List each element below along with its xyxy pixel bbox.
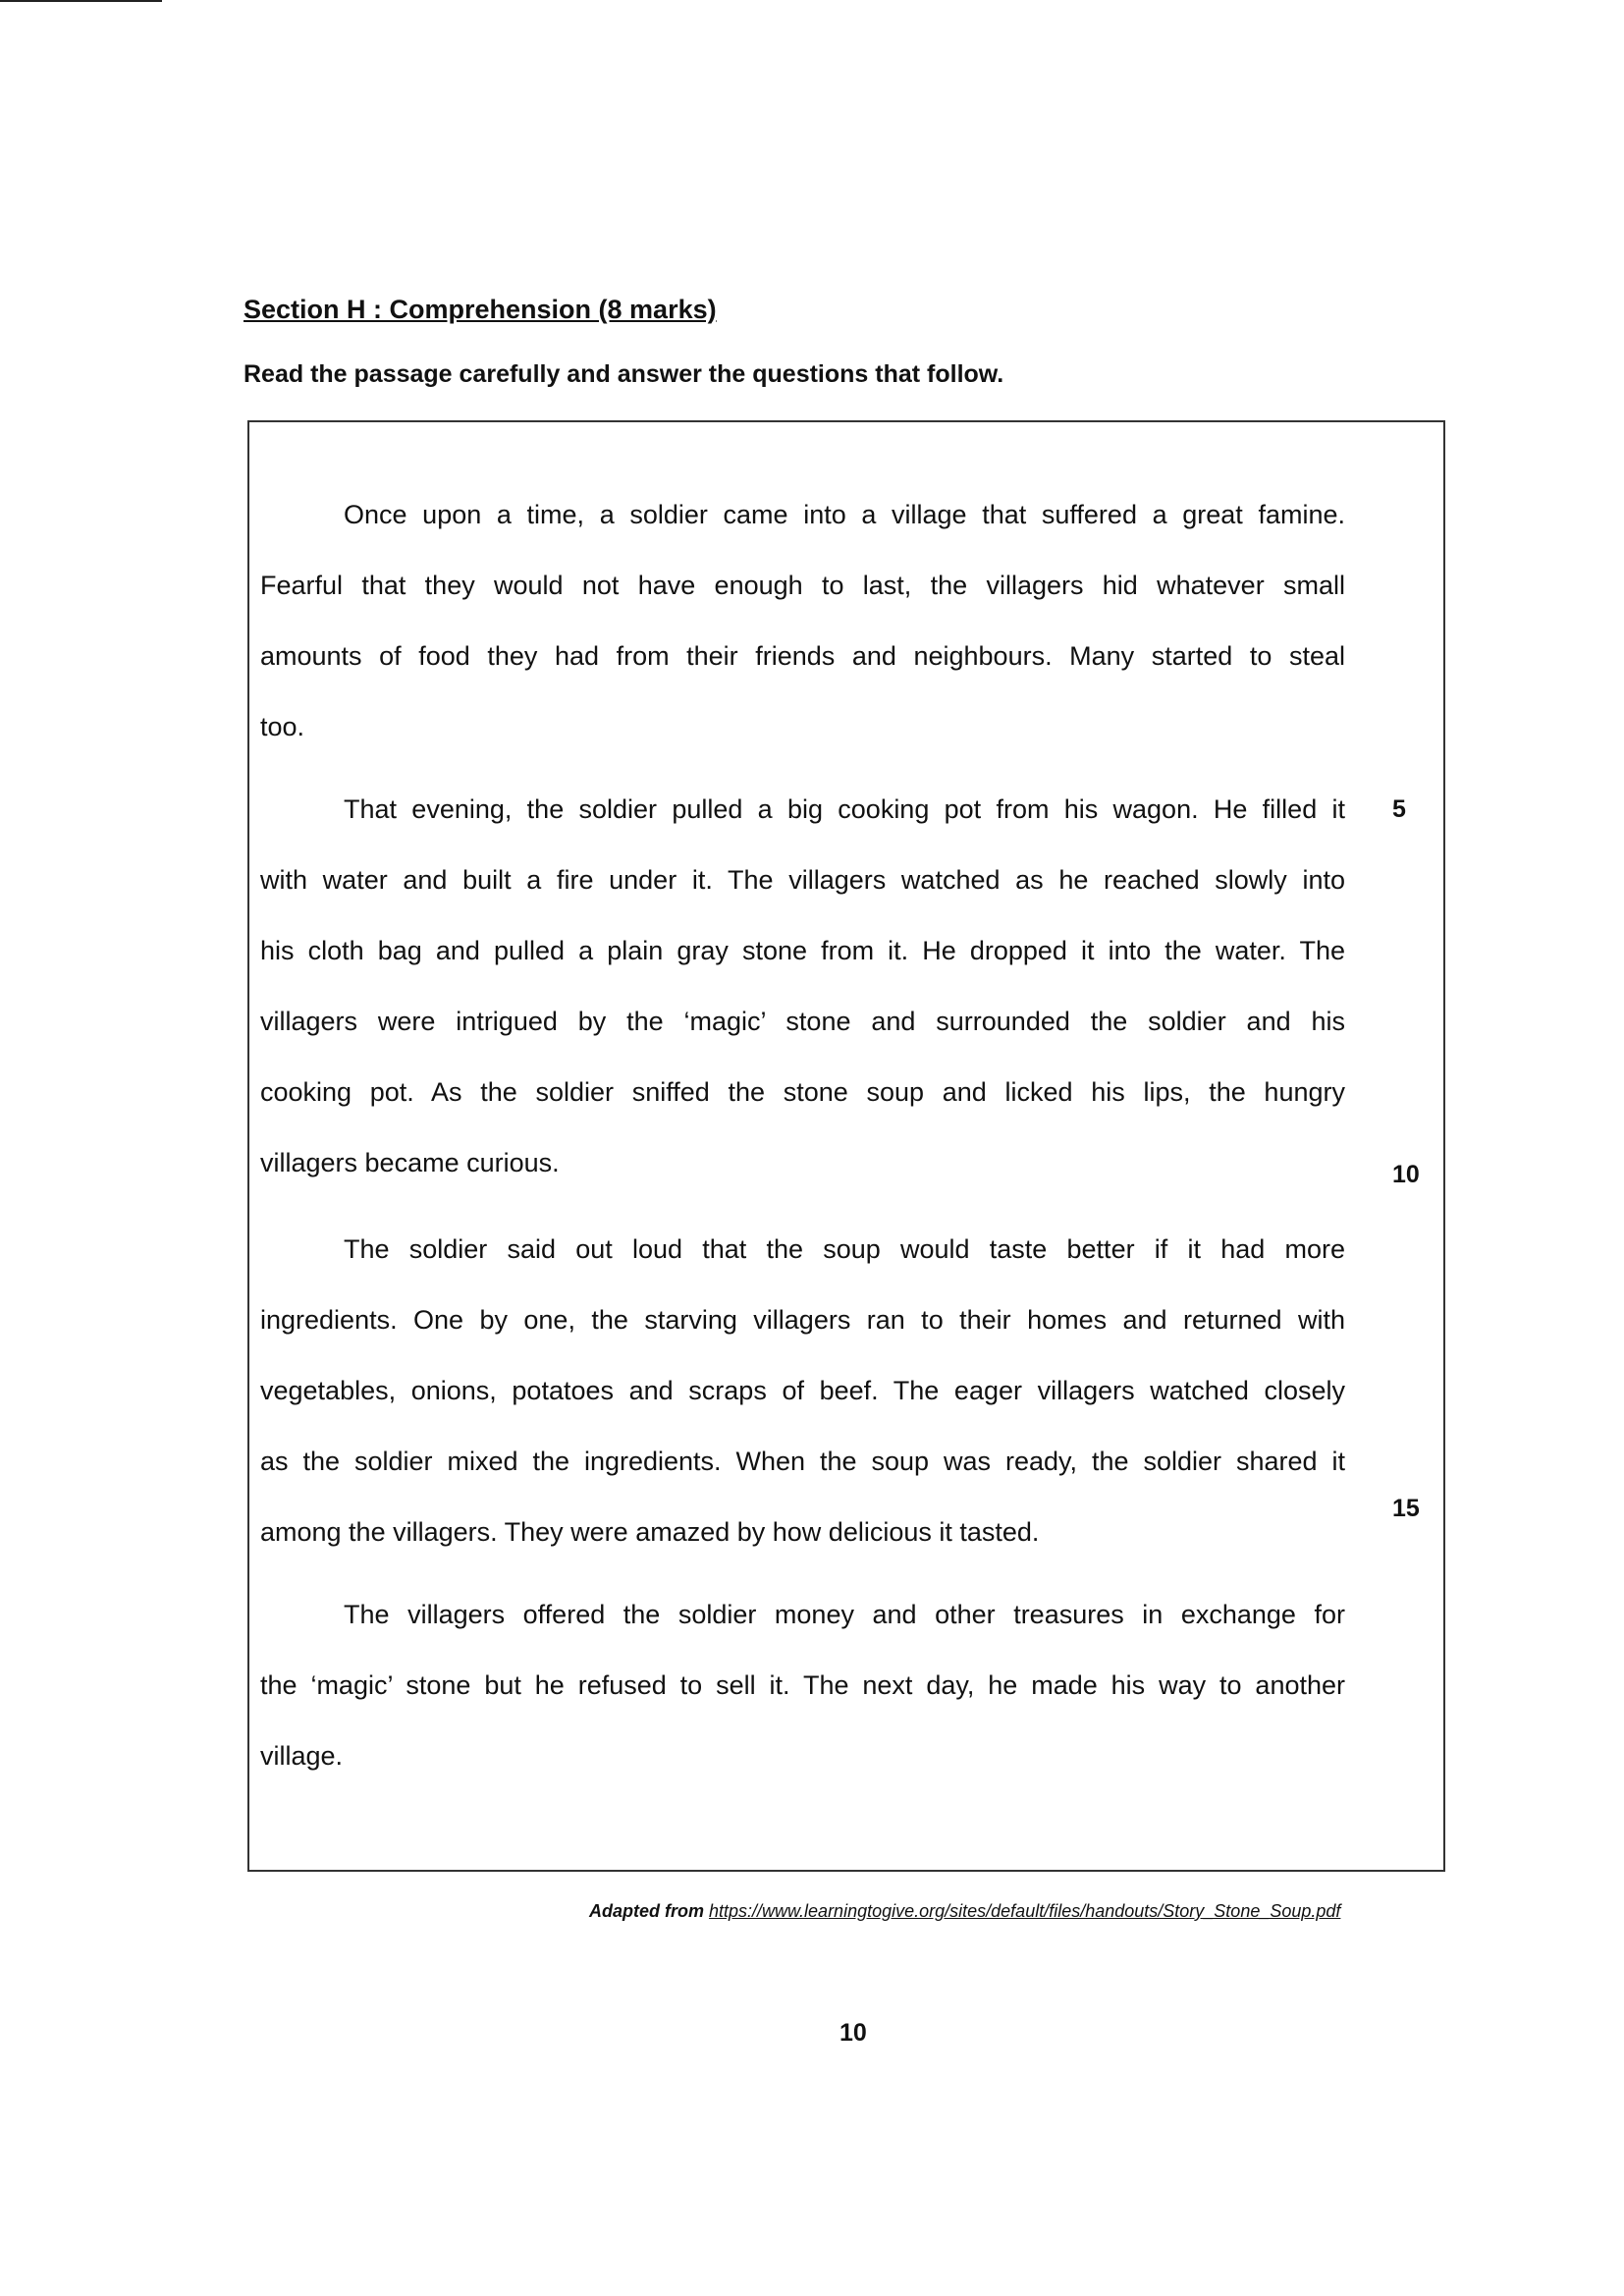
passage-paragraph-2 [260, 774, 1345, 1198]
passage-line: village. [260, 1741, 344, 1771]
passage-line: amounts of food they had from their friends and neighbours. Many started to steal [260, 641, 1345, 671]
passage-line: The villagers offered the soldier money and other treasures in exchange for [344, 1600, 1345, 1629]
line-number-5: 5 [1392, 795, 1406, 823]
passage-line: Once upon a time, a soldier came into a village that suffered a great famine. [344, 500, 1345, 529]
source-citation [589, 1901, 1340, 1922]
source-prefix: Adapted from [589, 1901, 704, 1921]
passage-line: The soldier said out loud that the soup would taste better if it had more [344, 1234, 1345, 1264]
passage-line: villagers became curious. [260, 1148, 560, 1177]
passage-paragraph-3 [260, 1214, 1345, 1567]
passage-line: villagers were intrigued by the ‘magic’ stone and surrounded the soldier and his [260, 1007, 1345, 1036]
passage-line: too. [260, 712, 305, 741]
passage-line: Fearful that they would not have enough to last, the villagers hid whatever small [260, 571, 1345, 600]
page-number: 10 [839, 2019, 867, 2047]
line-number-10: 10 [1392, 1161, 1420, 1188]
top-rule [0, 0, 162, 2]
passage-line: ingredients. One by one, the starving villagers ran to their homes and returned with [260, 1305, 1345, 1335]
line-number-15: 15 [1392, 1495, 1420, 1522]
passage-line: the ‘magic’ stone but he refused to sell it. The next day, he made his way to another [260, 1670, 1345, 1700]
passage-line: his cloth bag and pulled a plain gray stone from it. He dropped it into the water. The [260, 936, 1345, 965]
passage-line: That evening, the soldier pulled a big cooking pot from his wagon. He filled it [344, 794, 1345, 824]
passage-line: with water and built a fire under it. The villagers watched as he reached slowly into [260, 865, 1345, 895]
section-title: Section H : Comprehension (8 marks) [244, 295, 717, 324]
source-url[interactable]: https://www.learningtogive.org/sites/default/files/handouts/Story_Stone_Soup.pdf [709, 1901, 1341, 1921]
passage-line: cooking pot. As the soldier sniffed the stone soup and licked his lips, the hungry [260, 1077, 1345, 1107]
passage-paragraph-1 [260, 479, 1345, 762]
instruction-text: Read the passage carefully and answer the questions that follow. [244, 360, 1004, 388]
passage-line: vegetables, onions, potatoes and scraps of beef. The eager villagers watched closely [260, 1376, 1345, 1405]
passage-paragraph-4 [260, 1579, 1345, 1791]
passage-line: among the villagers. They were amazed by how delicious it tasted. [260, 1517, 1040, 1547]
passage-line: as the soldier mixed the ingredients. When the soup was ready, the soldier shared it [260, 1447, 1345, 1476]
